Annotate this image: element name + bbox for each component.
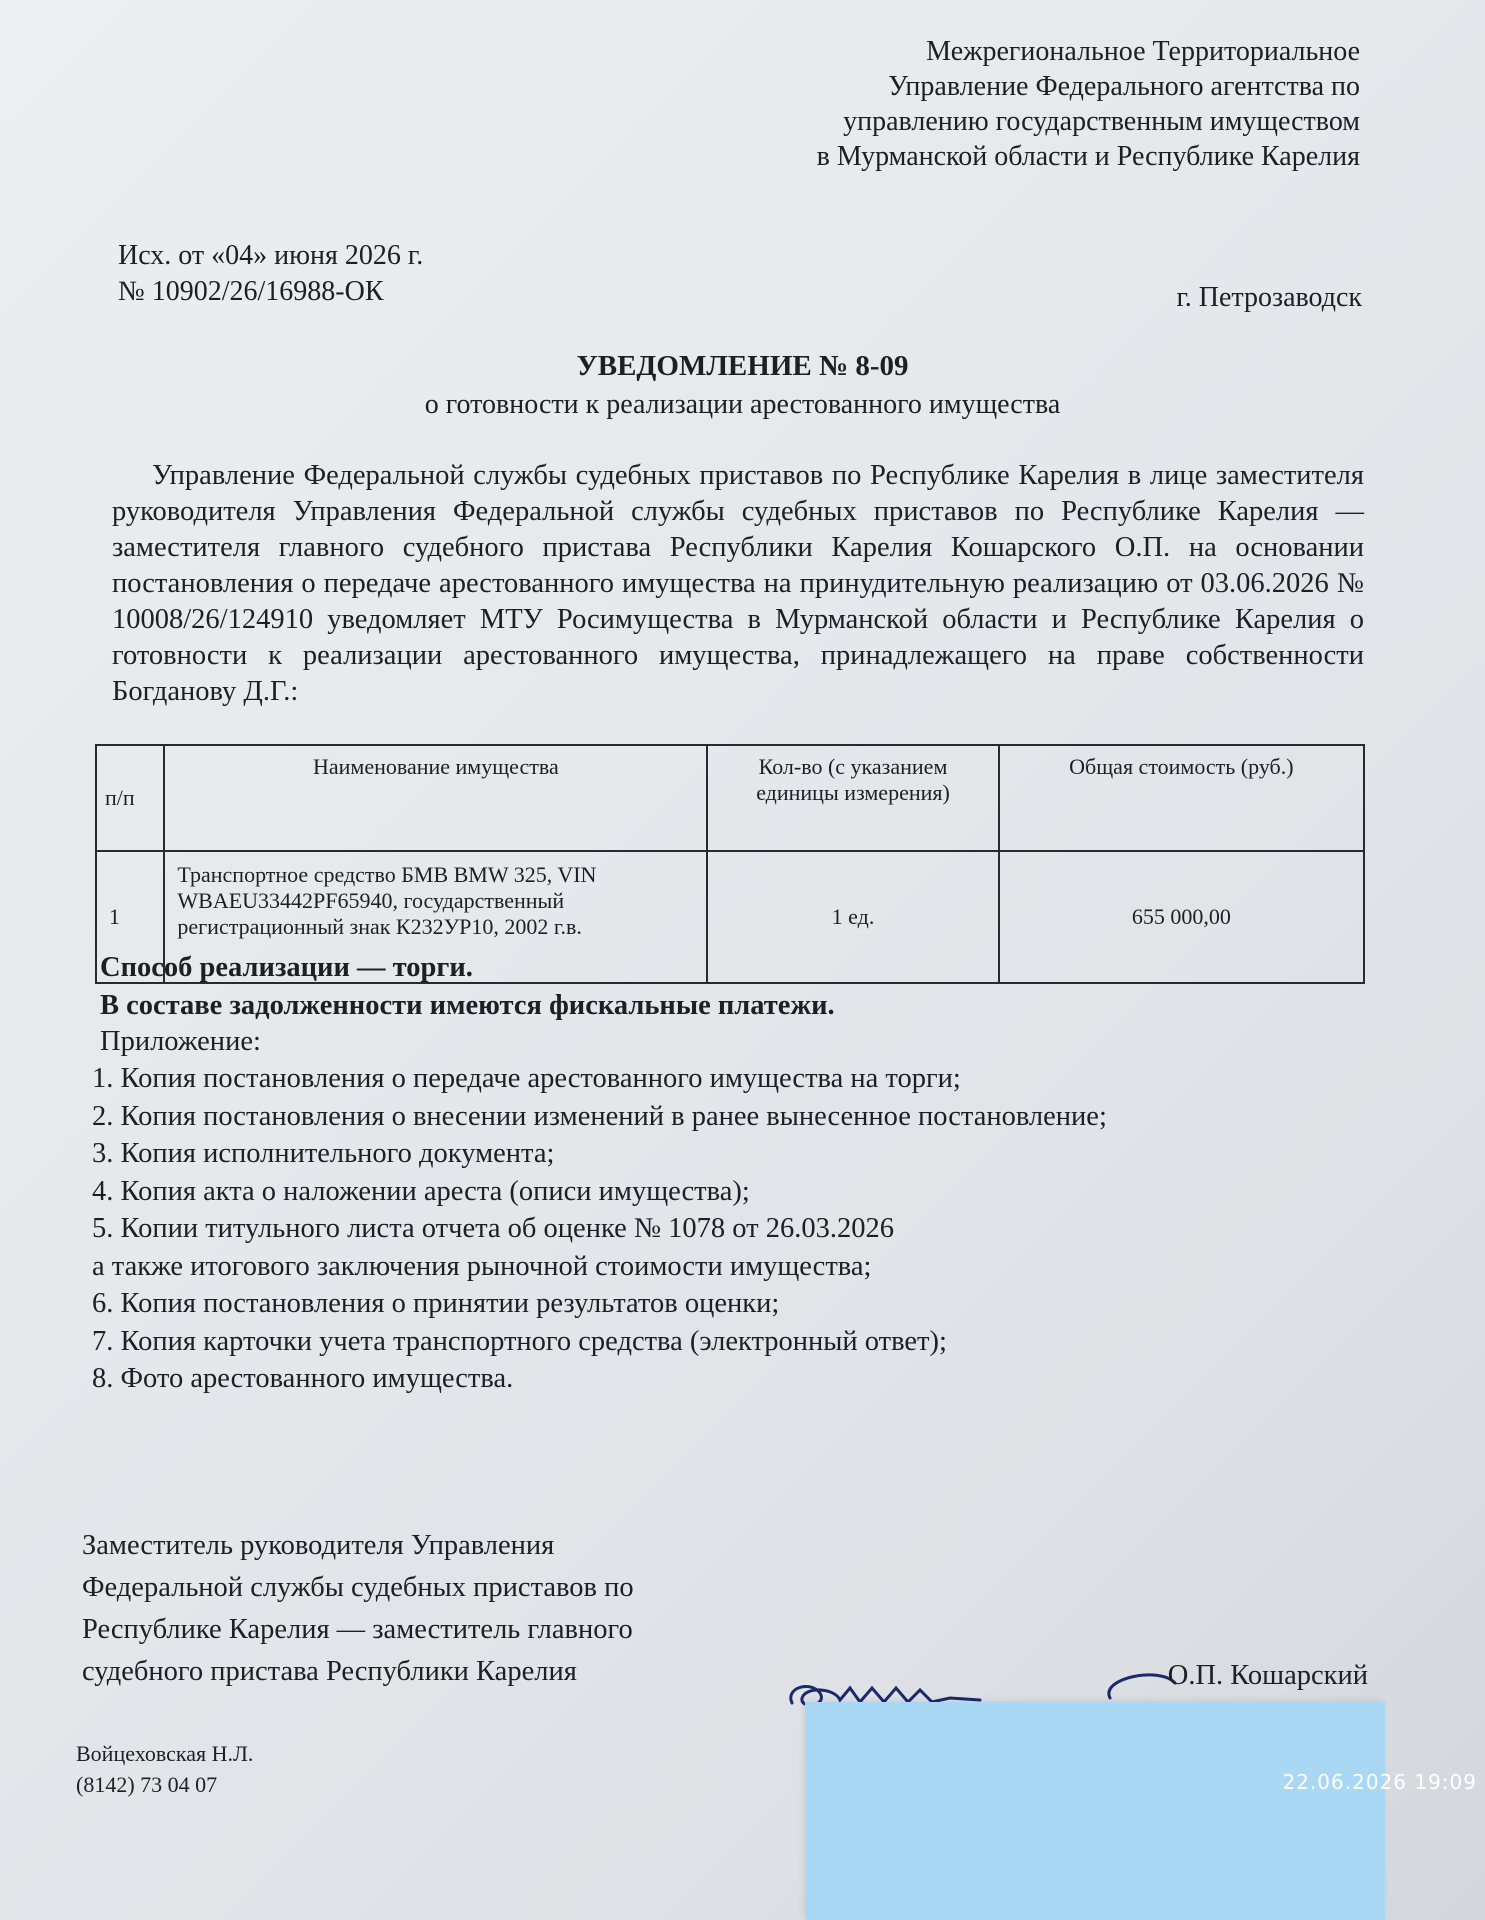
body-paragraph: Управление Федеральной службы судебных приставов по Республике Карелия в лице заместителя руководителя Управления Федеральной службы судебных приставов по Республике Карелия — заместителя главного судебного пристава Республики Карелия Кошарского О.П. на основании постановления о передаче арестованного имущества на принудительную реализацию от 03.06.2026 № 10008/26/124910 уведомляет МТУ Росимущества в Мурманской области и Республике Карелия о готовности к реализации арестованного имущества, принадлежащего на праве собственности Богданову Д.Г.: bbox=[112, 460, 1364, 707]
cell-name: Транспортное средство БМВ BMW 325, VIN WBAEU33442PF65940, государственный регистрационный знак К232УР10, 2002 г.в. bbox=[164, 851, 707, 983]
cell-qty: 1 ед. bbox=[707, 851, 998, 983]
list-item: 6. Копия постановления о принятии результатов оценки; bbox=[92, 1288, 780, 1319]
property-table bbox=[95, 744, 1365, 984]
outgoing-reference bbox=[118, 238, 423, 310]
list-item: 4. Копия акта о наложении ареста (описи имущества); bbox=[92, 1175, 750, 1207]
city: г. Петрозаводск bbox=[1176, 282, 1362, 313]
signer-line: Республике Карелия — заместитель главного bbox=[82, 1614, 633, 1645]
header-num: п/п bbox=[96, 745, 164, 851]
header-name: Наименование имущества bbox=[164, 745, 707, 851]
executor-name: Войцеховская Н.Л. bbox=[76, 1741, 254, 1766]
recipient-line: Управление Федерального агентства по bbox=[888, 71, 1360, 102]
signer-line: судебного пристава Республики Карелия bbox=[82, 1656, 577, 1687]
signer-line: Заместитель руководителя Управления bbox=[82, 1530, 555, 1561]
header-cost: Общая стоимость (руб.) bbox=[999, 745, 1364, 851]
signer-title bbox=[82, 1525, 634, 1693]
list-item: 8. Фото арестованного имущества. bbox=[92, 1363, 514, 1394]
list-item: 1. Копия постановления о передаче арестованного имущества на торги; bbox=[92, 1063, 961, 1094]
fiscal-note: В составе задолженности имеются фискальные платежи. bbox=[100, 990, 835, 1021]
list-item-continuation: а также итогового заключения рыночной стоимости имущества; bbox=[92, 1250, 872, 1282]
document-subtitle: о готовности к реализации арестованного имущества bbox=[424, 389, 1061, 420]
cell-num: 1 bbox=[96, 851, 164, 983]
document-title: УВЕДОМЛЕНИЕ № 8-09 bbox=[576, 350, 909, 382]
appendix-list bbox=[92, 1060, 1292, 1398]
appendix-title: Приложение: bbox=[100, 1026, 261, 1057]
list-item: 3. Копия исполнительного документа; bbox=[92, 1138, 555, 1169]
outgoing-number: № 10902/26/16988-ОК bbox=[118, 276, 384, 307]
photo-timestamp: 22.06.2026 19:09 bbox=[1282, 1770, 1477, 1794]
list-item: 5. Копии титульного листа отчета об оценке № 1078 от 26.03.2026 bbox=[92, 1213, 895, 1244]
signer-line: Федеральной службы судебных приставов по bbox=[82, 1572, 634, 1603]
executor-phone: (8142) 73 04 07 bbox=[76, 1772, 218, 1797]
outgoing-date: Исх. от «04» июня 2026 г. bbox=[118, 240, 424, 271]
header-qty: Кол-во (с указанием единицы измерения) bbox=[707, 745, 998, 851]
sale-method: Способ реализации — торги. bbox=[100, 952, 473, 983]
list-item: 7. Копия карточки учета транспортного средства (электронный ответ); bbox=[92, 1325, 947, 1357]
table-header-row bbox=[96, 745, 1364, 851]
list-item: 2. Копия постановления о внесении изменений в ранее вынесенное постановление; bbox=[92, 1100, 1107, 1132]
executor-block bbox=[76, 1738, 253, 1800]
sticky-note bbox=[805, 1702, 1385, 1920]
recipient-block bbox=[817, 34, 1360, 174]
recipient-line: управлению государственным имуществом bbox=[843, 106, 1360, 137]
signer-name: О.П. Кошарский bbox=[1167, 1660, 1368, 1691]
recipient-line: Межрегиональное Территориальное bbox=[926, 36, 1360, 67]
cell-cost: 655 000,00 bbox=[999, 851, 1364, 983]
recipient-line: в Мурманской области и Республике Карелия bbox=[816, 141, 1360, 172]
